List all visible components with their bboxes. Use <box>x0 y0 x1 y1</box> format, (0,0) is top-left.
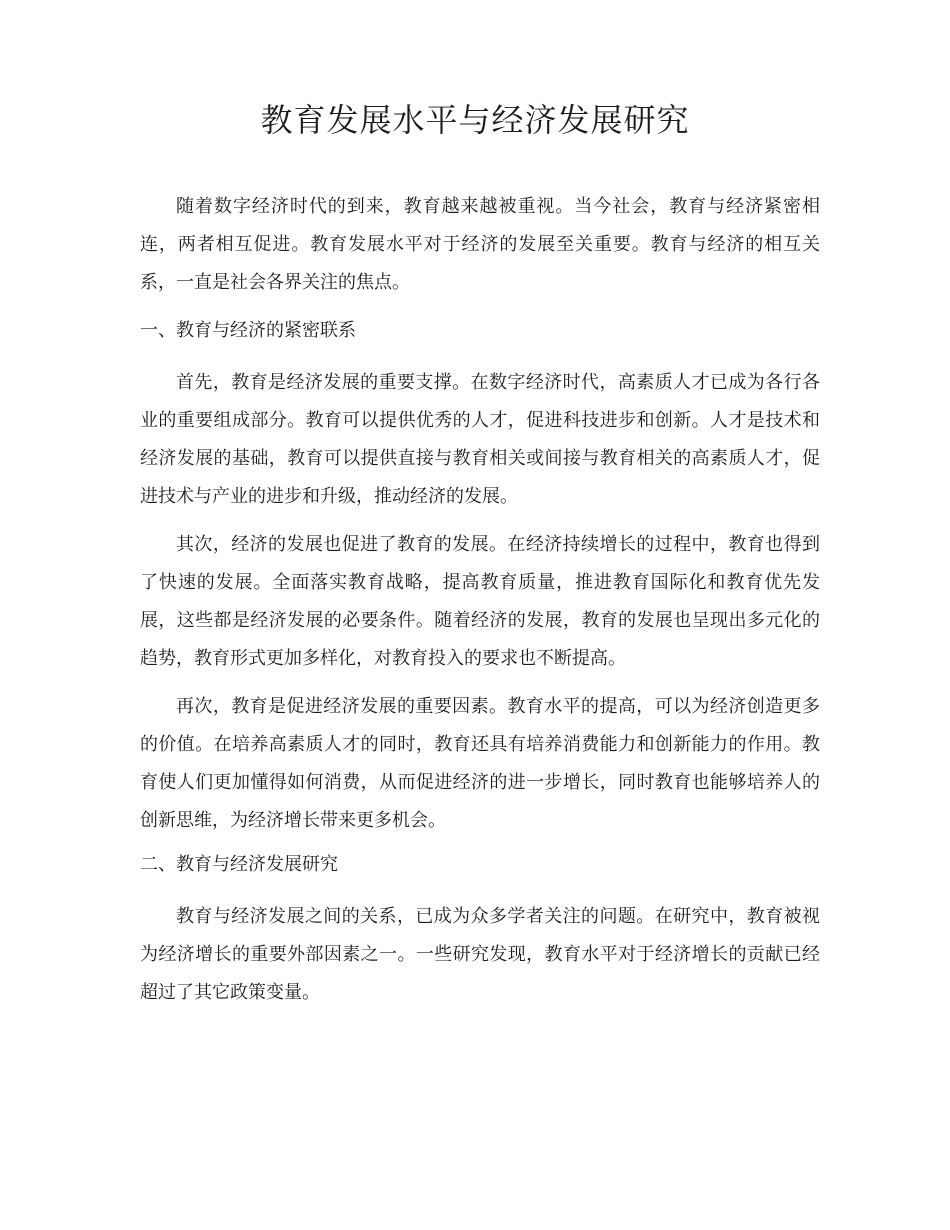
section-1-paragraph-2: 其次，经济的发展也促进了教育的发展。在经济持续增长的过程中，教育也得到了快速的发展。全面落实教育战略，提高教育质量，推进教育国际化和教育优先发展，这些都是经济发展的必要条件。随着经济的发展，教育的发展也呈现出多元化的趋势，教育形式更加多样化，对教育投入的要求也不断提高。 <box>140 534 820 669</box>
section-2-paragraph-1: 教育与经济发展之间的关系，已成为众多学者关注的问题。在研究中，教育被视为经济增长的重要外部因素之一。一些研究发现，教育水平对于经济增长的贡献已经超过了其它政策变量。 <box>140 906 820 1003</box>
section-1-paragraph-3: 再次，教育是促进经济发展的重要因素。教育水平的提高，可以为经济创造更多的价值。在培养高素质人才的同时，教育还具有培养消费能力和创新能力的作用。教育使人们更加懂得如何消费，从而促进经济的进一步增长，同时教育也能够培养人的创新思维，为经济增长带来更多机会。 <box>140 696 820 831</box>
intro-paragraph: 随着数字经济时代的到来，教育越来越被重视。当今社会，教育与经济紧密相连，两者相互促进。教育发展水平对于经济的发展至关重要。教育与经济的相互关系，一直是社会各界关注的焦点。 <box>140 196 820 293</box>
document-title: 教育发展水平与经济发展研究 <box>260 101 690 139</box>
section-1-heading: 一、教育与经济的紧密联系 <box>140 320 356 341</box>
section-1-paragraph-1: 首先，教育是经济发展的重要支撑。在数字经济时代，高素质人才已成为各行各业的重要组成部分。教育可以提供优秀的人才，促进科技进步和创新。人才是技术和经济发展的基础，教育可以提供直接与教育相关或间接与教育相关的高素质人才，促进技术与产业的进步和升级，推动经济的发展。 <box>140 372 820 507</box>
section-2-heading: 二、教育与经济发展研究 <box>140 854 338 875</box>
